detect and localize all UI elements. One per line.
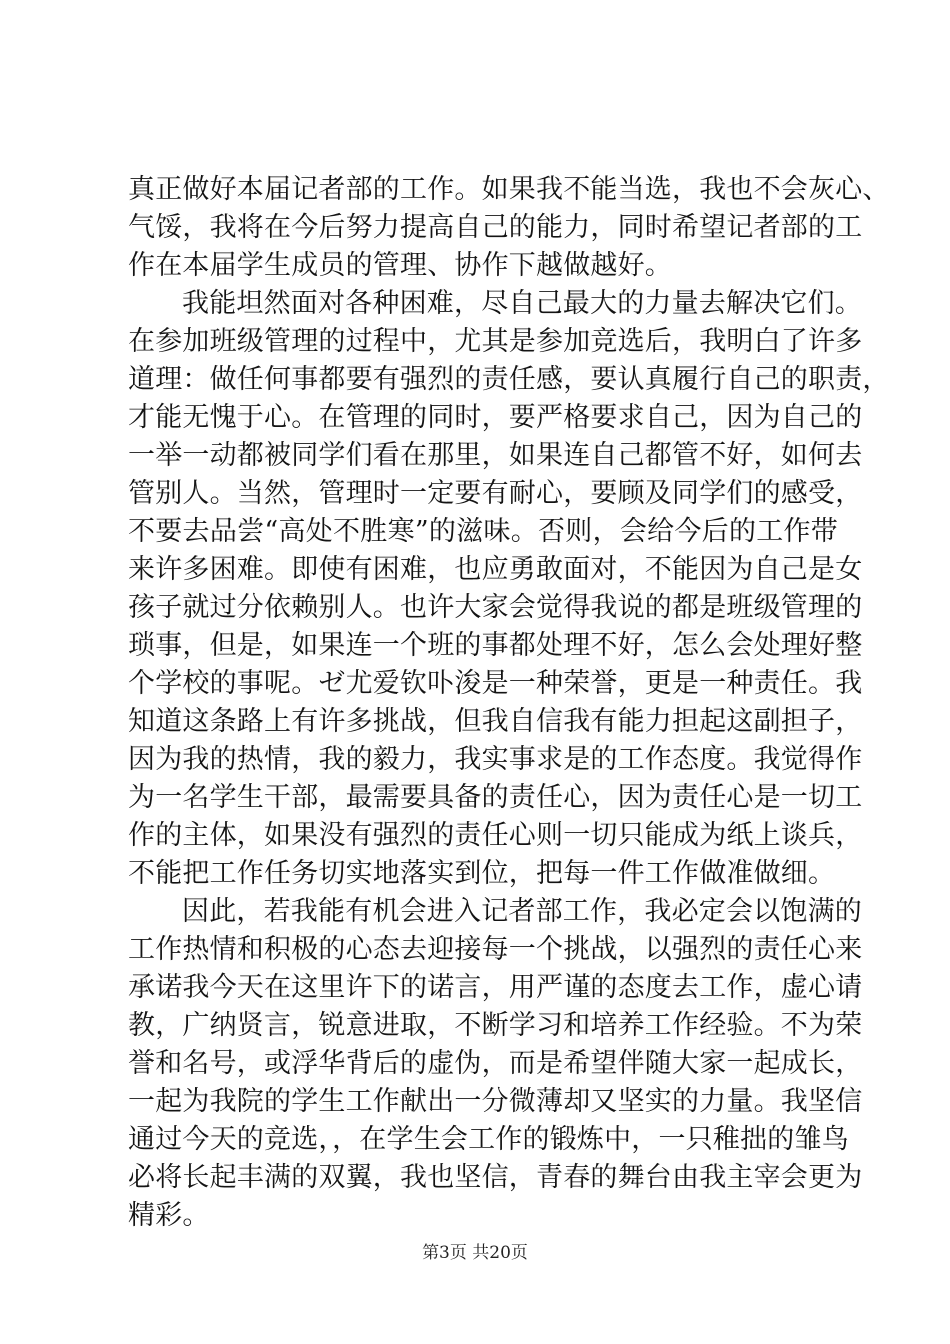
text-line: 不能把工作任务切实地落实到位，把每一件工作做准做细。 bbox=[128, 858, 836, 889]
text-line: 作在本届学生成员的管理、协作下越做越好。 bbox=[128, 250, 672, 281]
paragraph-first-line: 因此，若我能有机会进入记者部工作，我必定会以饱满的 bbox=[182, 896, 862, 927]
page-number-footer: 第3页 共20页 bbox=[422, 1243, 528, 1263]
text-line: 不要去品尝“高处不胜寒”的滋味。否则，会给今后的工作带 bbox=[128, 516, 838, 547]
text-line: 通过今天的竞选，，在学生会工作的锻炼中，一只稚拙的雏鸟 bbox=[128, 1124, 849, 1155]
text-line: 作的主体，如果没有强烈的责任心则一切只能成为纸上谈兵， bbox=[128, 820, 863, 851]
text-line: 知道这条路上有许多挑战，但我自信我有能力担起这副担子， bbox=[128, 706, 863, 737]
text-line: 一起为我院的学生工作献出一分微薄却又坚实的力量。我坚信 bbox=[128, 1086, 863, 1117]
text-line: 因为我的热情，我的毅力，我实事求是的工作态度。我觉得作 bbox=[128, 744, 863, 775]
text-line: 管别人。当然，管理时一定要有耐心，要顾及同学们的感受， bbox=[128, 478, 863, 509]
text-line: 才能无愧于心。在管理的同时，要严格要求自己，因为自己的 bbox=[128, 402, 863, 433]
paragraph-first-line: 我能坦然面对各种困难，尽自己最大的力量去解决它们。 bbox=[182, 288, 862, 319]
text-line: 来许多困难。即使有困难，也应勇敢面对，不能因为自己是女 bbox=[128, 554, 863, 585]
text-line: 工作热情和积极的心态去迎接每一个挑战，以强烈的责任心来 bbox=[128, 934, 863, 965]
text-line: 孩子就过分依赖别人。也许大家会觉得我说的都是班级管理的 bbox=[128, 592, 863, 623]
text-line: 个学校的事呢。ゼ尤爱钦卟浚是一种荣誉，更是一种责任。我 bbox=[128, 668, 863, 699]
text-line: 道理：做任何事都要有强烈的责任感，要认真履行自己的职责， bbox=[128, 364, 890, 395]
text-line: 承诺我今天在这里许下的诺言，用严谨的态度去工作，虚心请 bbox=[128, 972, 863, 1003]
text-line: 教，广纳贤言，锐意进取，不断学习和培养工作经验。不为荣 bbox=[128, 1010, 863, 1041]
text-line: 真正做好本届记者部的工作。如果我不能当选，我也不会灰心、 bbox=[128, 174, 890, 205]
text-line: 一举一动都被同学们看在那里，如果连自己都管不好，如何去 bbox=[128, 440, 863, 471]
text-line: 为一名学生干部，最需要具备的责任心，因为责任心是一切工 bbox=[128, 782, 863, 813]
text-line: 气馁，我将在今后努力提高自己的能力，同时希望记者部的工 bbox=[128, 212, 863, 243]
text-line: 在参加班级管理的过程中，尤其是参加竞选后，我明白了许多 bbox=[128, 326, 863, 357]
text-line: 必将长起丰满的双翼，我也坚信，青春的舞台由我主宰会更为 bbox=[128, 1162, 863, 1193]
text-line: 誉和名号，或浮华背后的虚伪，而是希望伴随大家一起成长， bbox=[128, 1048, 863, 1079]
text-line: 精彩。 bbox=[128, 1200, 210, 1231]
text-line: 琐事，但是，如果连一个班的事都处理不好，怎么会处理好整 bbox=[128, 630, 863, 661]
